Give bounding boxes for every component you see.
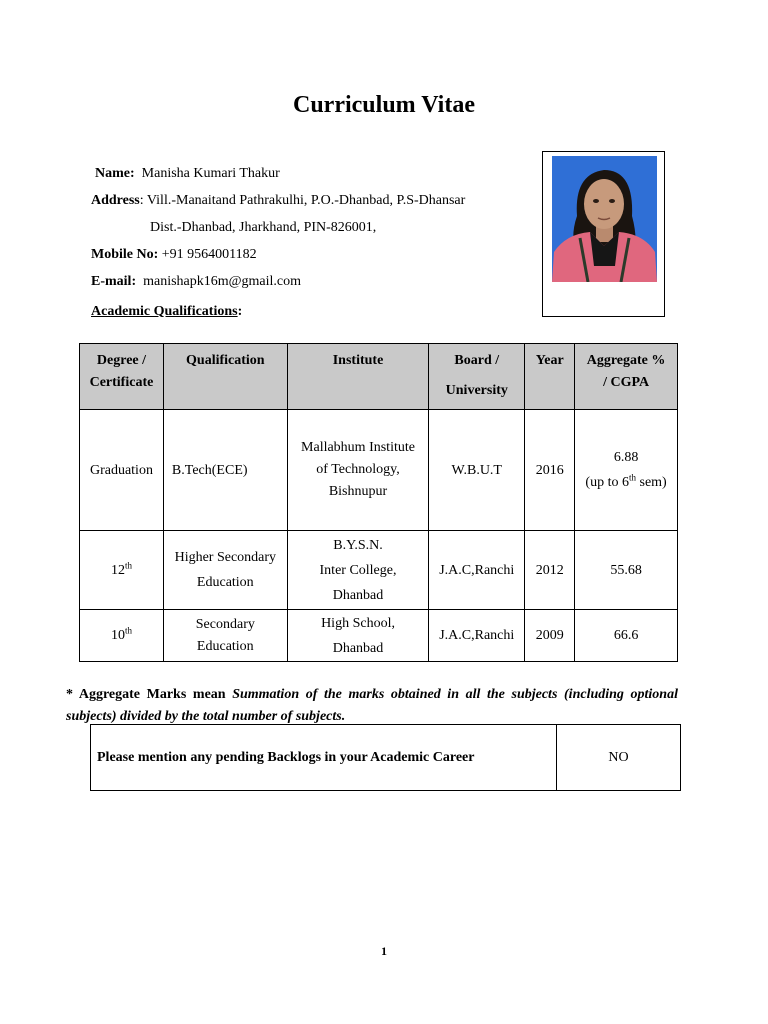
table-row <box>80 531 678 610</box>
aggregate-note <box>66 684 678 728</box>
qualifications-table <box>79 343 678 662</box>
cell-institute: B.Y.S.N. Inter College, Dhanbad <box>287 531 429 610</box>
portrait-image <box>552 156 657 282</box>
cell-board: W.B.U.T <box>429 410 525 531</box>
table-header-row <box>80 344 678 410</box>
header-aggregate: Aggregate % / CGPA <box>575 344 678 410</box>
address-value-2: Dist.-Dhanbad, Jharkhand, PIN-826001, <box>150 220 377 235</box>
address-line-1 <box>91 193 465 209</box>
backlog-table <box>90 724 681 791</box>
backlog-row <box>91 725 681 791</box>
profile-photo <box>552 156 657 282</box>
mobile-line <box>91 247 257 263</box>
backlog-question: Please mention any pending Backlogs in your Academic Career <box>91 725 557 791</box>
header-qualification: Qualification <box>163 344 287 410</box>
cell-qualification: B.Tech(ECE) <box>163 410 287 531</box>
name-line <box>95 166 280 182</box>
name-value: Manisha Kumari Thakur <box>141 166 280 181</box>
cell-qualification: Secondary Education <box>163 610 287 662</box>
mobile-label: Mobile No: <box>91 247 159 262</box>
note-prefix: * Aggregate Marks mean <box>66 687 233 702</box>
cell-degree: 10th <box>80 610 164 662</box>
header-board: Board / University <box>429 344 525 410</box>
header-degree: Degree / Certificate <box>80 344 164 410</box>
photo-frame <box>542 151 665 317</box>
header-year: Year <box>525 344 575 410</box>
cell-aggregate: 66.6 <box>575 610 678 662</box>
cell-qualification: Higher Secondary Education <box>163 531 287 610</box>
address-label: Address <box>91 193 140 208</box>
backlog-answer: NO <box>557 725 681 791</box>
page-number: 1 <box>381 944 387 958</box>
cell-institute: Mallabhum Institute of Technology, Bishnupur <box>287 410 429 531</box>
email-line <box>91 274 301 290</box>
cell-year: 2016 <box>525 410 575 531</box>
cell-degree: Graduation <box>80 410 164 531</box>
academic-heading-colon: : <box>237 304 243 319</box>
mobile-value: +91 9564001182 <box>161 247 257 262</box>
email-label: E-mail: <box>91 274 137 289</box>
email-value[interactable]: manishapk16m@gmail.com <box>143 274 302 289</box>
header-institute: Institute <box>287 344 429 410</box>
page-title: Curriculum Vitae <box>293 92 475 118</box>
address-value-1: : Vill.-Manaitand Pathrakulhi, P.O.-Dhanbad, P.S-Dhansar <box>139 193 466 208</box>
cell-year: 2012 <box>525 531 575 610</box>
cell-aggregate: 55.68 <box>575 531 678 610</box>
cell-year: 2009 <box>525 610 575 662</box>
cell-board: J.A.C,Ranchi <box>429 610 525 662</box>
cell-institute: High School, Dhanbad <box>287 610 429 662</box>
note-body: Summation of the marks obtained in all the subjects (including optional subjects) divided by the total number of subjects. <box>66 687 678 724</box>
table-row <box>80 410 678 531</box>
cell-aggregate: 6.88 (up to 6th sem) <box>575 410 678 531</box>
academic-heading <box>91 304 242 320</box>
address-line-2 <box>150 220 376 236</box>
cell-board: J.A.C,Ranchi <box>429 531 525 610</box>
cell-degree: 12th <box>80 531 164 610</box>
table-row <box>80 610 678 662</box>
name-label: Name: <box>95 166 135 181</box>
academic-heading-text: Academic Qualifications <box>91 304 238 319</box>
